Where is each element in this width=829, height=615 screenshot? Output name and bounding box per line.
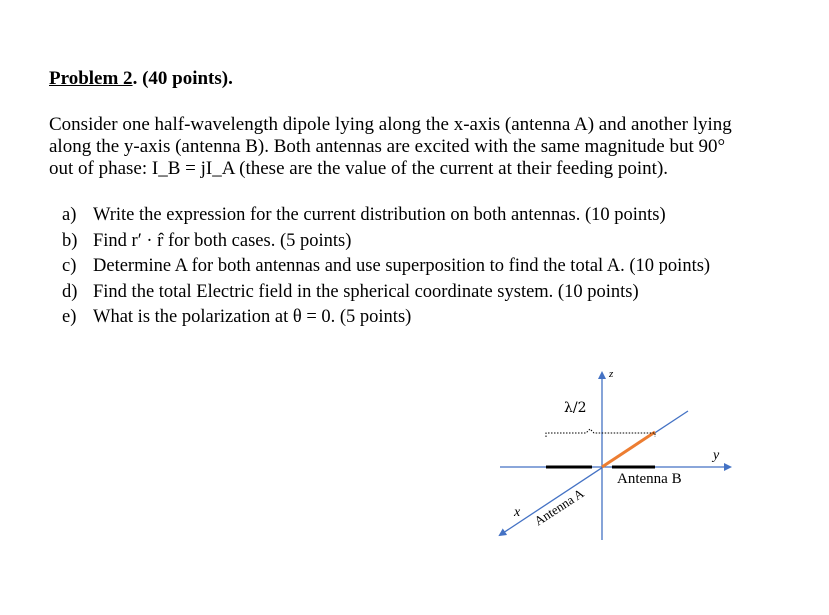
question-marker: c) [62,256,77,276]
problem-label: Problem 2 [49,68,133,89]
problem-statement [49,114,769,180]
question-text: Find r′ · r̂ for both cases. (5 points) [93,230,352,251]
statement-line-3: out of phase: I_B = jI_A (these are the value of the current at their feeding point). [49,158,669,179]
question-marker: b) [62,230,78,251]
question-text: What is the polarization at θ = 0. (5 points) [93,307,412,327]
z-axis-label: z [609,368,614,380]
x-axis-label: x [514,505,521,520]
statement-line-1: Consider one half-wavelength dipole lying along the x-axis (antenna A) and another lying [49,114,732,135]
question-list [62,203,710,331]
question-text: Find the total Electric field in the spherical coordinate system. (10 points) [93,281,639,302]
question-item-e [62,305,710,331]
half-wave-label: λ/2 [564,400,587,416]
antenna-a-label: Antenna A [531,485,587,529]
question-item-c [62,254,710,280]
statement-line-2: along the y-axis (antenna B). Both antennas are excited with the same magnitude but 90° [49,136,726,157]
question-text: Write the expression for the current distribution on both antennas. (10 points) [93,205,666,225]
half-wave-brace [546,429,655,437]
question-marker: d) [62,281,78,302]
question-item-a [62,203,710,229]
question-item-d [62,280,710,306]
problem-points: . (40 points). [132,68,233,89]
question-text: Determine A for both antennas and use superposition to find the total A. (10 points) [93,256,711,276]
y-axis-label: y [713,448,720,463]
antenna-a [602,432,655,467]
antenna-b-label: Antenna B [617,471,682,487]
question-marker: e) [62,307,77,327]
antenna-diagram [490,355,750,555]
question-item-b [62,229,710,255]
question-marker: a) [62,205,77,225]
problem-heading [49,68,233,90]
